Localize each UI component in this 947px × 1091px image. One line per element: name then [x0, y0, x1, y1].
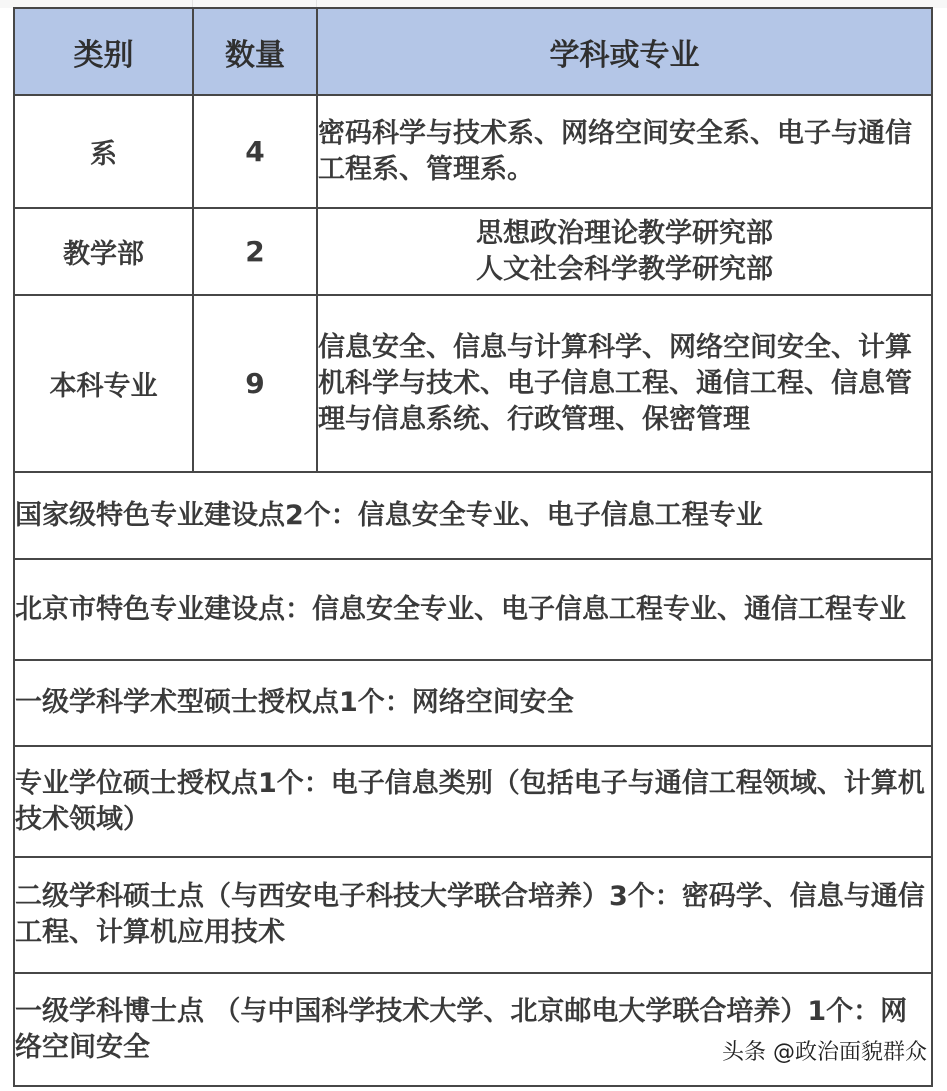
- count-cell: 9: [193, 295, 317, 472]
- note-row: [14, 472, 932, 559]
- note-cell: 专业学位硕士授权点1个：电子信息类别（包括电子与通信工程领域、计算机技术领域）: [14, 746, 932, 857]
- header-category: 类别: [14, 8, 193, 95]
- note-row: [14, 746, 932, 857]
- table-row: [14, 95, 932, 208]
- table-row: [14, 295, 932, 472]
- count-cell: 2: [193, 208, 317, 295]
- note-cell: 二级学科硕士点（与西安电子科技大学联合培养）3个：密码学、信息与通信工程、计算机应用技术: [14, 857, 932, 973]
- note-cell: 一级学科博士点 （与中国科学技术大学、北京邮电大学联合培养）1个：网络空间安全: [14, 973, 932, 1086]
- category-cell: 系: [14, 95, 193, 208]
- note-cell: 一级学科学术型硕士授权点1个：网络空间安全: [14, 660, 932, 746]
- note-cell: 北京市特色专业建设点：信息安全专业、电子信息工程专业、通信工程专业: [14, 559, 932, 660]
- category-cell: 本科专业: [14, 295, 193, 472]
- subjects-cell: 信息安全、信息与计算科学、网络空间安全、计算机科学与技术、电子信息工程、通信工程、信息管理与信息系统、行政管理、保密管理: [317, 295, 932, 472]
- subject-line: 思想政治理论教学研究部: [476, 217, 773, 249]
- note-row: [14, 857, 932, 973]
- watermark: 头条 @政治面貌群众: [722, 1040, 927, 1065]
- note-cell: 国家级特色专业建设点2个：信息安全专业、电子信息工程专业: [14, 472, 932, 559]
- subjects-cell: [317, 208, 932, 295]
- note-row: [14, 973, 932, 1086]
- info-table: [13, 7, 933, 1087]
- header-count: 数量: [193, 8, 317, 95]
- header-row: [14, 8, 932, 95]
- note-row: [14, 660, 932, 746]
- category-cell: 教学部: [14, 208, 193, 295]
- subject-line: 人文社会科学教学研究部: [476, 253, 773, 285]
- count-cell: 4: [193, 95, 317, 208]
- subjects-cell: 密码科学与技术系、网络空间安全系、电子与通信工程系、管理系。: [317, 95, 932, 208]
- note-row: [14, 559, 932, 660]
- header-subjects: 学科或专业: [317, 8, 932, 95]
- table-row: [14, 208, 932, 295]
